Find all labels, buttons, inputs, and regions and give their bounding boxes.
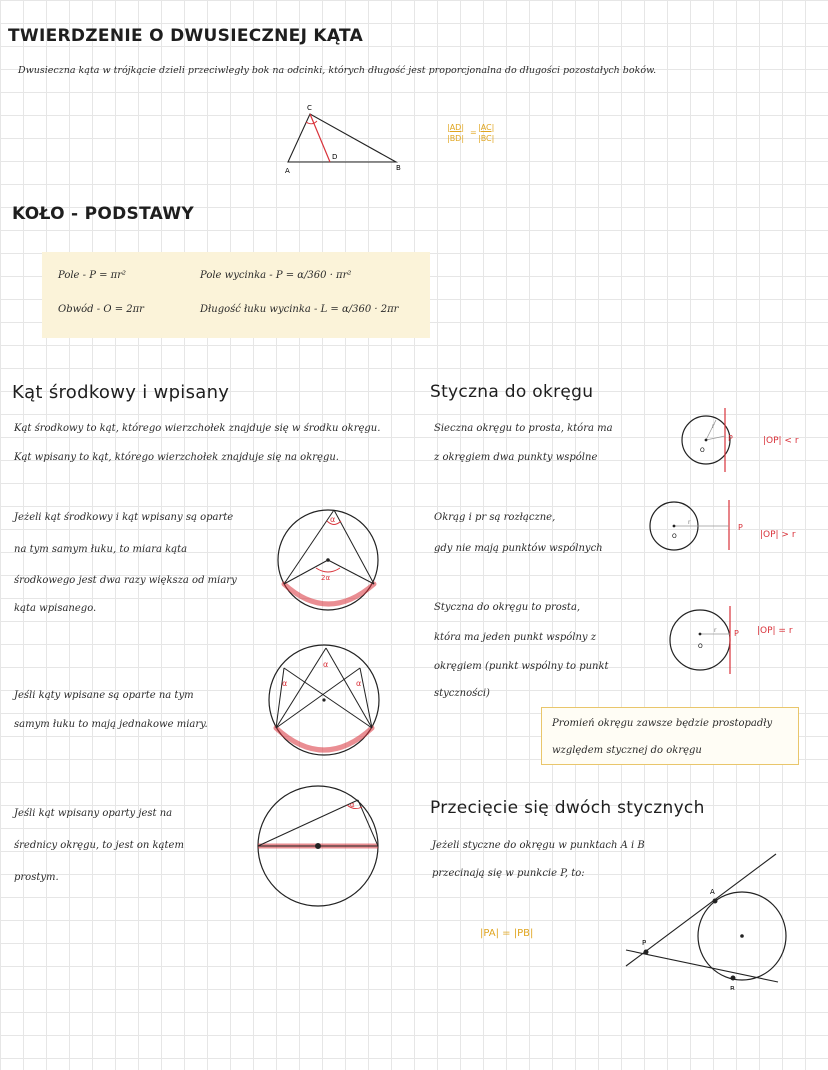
section2-title: KOŁO - PODSTAWY bbox=[12, 204, 195, 224]
section3-title: Kąt środkowy i wpisany bbox=[12, 382, 230, 403]
circle-formulas-box bbox=[42, 252, 430, 338]
central-inscribed-diagram bbox=[274, 496, 386, 630]
rule2-line1: Jeśli kąty wpisane są oparte na tym bbox=[14, 690, 194, 701]
formula-den2: |BC| bbox=[478, 134, 495, 143]
sieczna-line2: z okręgiem dwa punkty wspólne bbox=[434, 452, 598, 463]
tangent-diagram bbox=[666, 604, 746, 676]
section1-text: Dwusieczna kąta w trójkącie dzieli przeciwległy bok na odcinki, których długość jest proporcjonalna do długości pozostałych boków. bbox=[18, 65, 657, 76]
label-b: B bbox=[396, 164, 401, 172]
label-a: A bbox=[285, 167, 290, 175]
note-line1: Promień okręgu zawsze będzie prostopadły bbox=[552, 718, 773, 729]
styczna-line4: styczności) bbox=[434, 688, 490, 699]
note-line2: względem stycznej do okręgu bbox=[552, 745, 702, 756]
formula-den: |BD| bbox=[447, 134, 465, 143]
def-wpisany: Kąt wpisany to kąt, którego wierzchołek znajduje się na okręgu. bbox=[14, 452, 339, 463]
intersection-point-p: P bbox=[642, 939, 647, 947]
secant-r-label: r bbox=[712, 423, 715, 430]
styczna-line3: okręgiem (punkt wspólny to punkt bbox=[434, 661, 609, 672]
secant-p-label: P bbox=[728, 434, 733, 443]
tangent-point-b: B bbox=[730, 985, 735, 990]
rule1-line3: środkowego jest dwa razy większa od miary bbox=[14, 575, 237, 586]
two-alpha-label: 2α bbox=[321, 574, 331, 582]
styczna-line2: która ma jeden punkt wspólny z bbox=[434, 632, 596, 643]
disjoint-p-label: P bbox=[738, 523, 743, 532]
perpendicular-note-box bbox=[541, 707, 799, 765]
disjoint-diagram bbox=[648, 498, 758, 552]
formula-num2: |AC| bbox=[478, 123, 495, 132]
alpha-label-2: α bbox=[323, 660, 329, 669]
alpha-label-1: α bbox=[282, 679, 288, 688]
section1-title: TWIERDZENIE O DWUSIECZNEJ KĄTA bbox=[8, 26, 364, 46]
rule1-line4: kąta wpisanego. bbox=[14, 603, 97, 614]
section4-title: Styczna do okręgu bbox=[430, 382, 594, 402]
tangent-o-label: O bbox=[698, 643, 703, 650]
label-d: D bbox=[332, 153, 338, 161]
op-equal-label: |OP| = r bbox=[757, 626, 793, 636]
dlugosc-luku-formula: Długość łuku wycinka - L = α/360 · 2πr bbox=[200, 304, 399, 315]
rozlaczne-line1: Okrąg i pr są rozłączne, bbox=[434, 512, 556, 523]
tangent-p-label: P bbox=[734, 629, 739, 638]
disjoint-o-label: O bbox=[672, 533, 677, 540]
section5-formula: |PA| = |PB| bbox=[480, 928, 534, 939]
disjoint-r-label: r bbox=[688, 519, 691, 526]
tangent-point-a: A bbox=[710, 888, 715, 896]
alpha-label-3: α bbox=[356, 679, 362, 688]
rule3-line3: prostym. bbox=[14, 872, 59, 883]
pole-wycinka-formula: Pole wycinka - P = α/360 · πr² bbox=[200, 270, 352, 281]
rule3-line2: średnicy okręgu, to jest on kątem bbox=[14, 840, 184, 851]
rule2-line2: samym łuku to mają jednakowe miary. bbox=[14, 719, 208, 730]
section5-line2: przecinają się w punkcie P, to: bbox=[432, 868, 585, 879]
section5-line1: Jeżeli styczne do okręgu w punktach A i B bbox=[432, 840, 645, 851]
two-tangents-diagram bbox=[618, 850, 812, 990]
obwod-formula: Obwód - O = 2πr bbox=[58, 304, 144, 315]
formula-num: |AD| bbox=[447, 123, 465, 132]
section5-title: Przecięcie się dwóch stycznych bbox=[430, 798, 705, 818]
op-less-label: |OP| < r bbox=[763, 436, 799, 446]
formula-eq: = bbox=[470, 128, 477, 137]
bisector-triangle-diagram bbox=[270, 100, 410, 180]
equal-inscribed-diagram bbox=[262, 640, 386, 764]
diameter-inscribed-diagram bbox=[254, 780, 382, 908]
rule1-line2: na tym samym łuku, to miara kąta bbox=[14, 544, 188, 555]
def-srodkowy: Kąt środkowy to kąt, którego wierzchołek znajduje się w środku okręgu. bbox=[14, 423, 381, 434]
pole-formula: Pole - P = πr² bbox=[58, 270, 127, 281]
sieczna-line1: Sieczna okręgu to prosta, która ma bbox=[434, 423, 613, 434]
label-c: C bbox=[307, 104, 312, 112]
alpha-label: α bbox=[330, 515, 336, 524]
secant-diagram bbox=[680, 406, 740, 476]
rule1-line1: Jeżeli kąt środkowy i kąt wpisany są oparte bbox=[14, 512, 234, 523]
rozlaczne-line2: gdy nie mają punktów wspólnych bbox=[434, 543, 603, 554]
styczna-line1: Styczna do okręgu to prosta, bbox=[434, 602, 581, 613]
alpha-label-4: α bbox=[350, 801, 355, 809]
op-greater-label: |OP| > r bbox=[760, 530, 796, 540]
secant-o-label: O bbox=[700, 447, 705, 454]
rule3-line1: Jeśli kąt wpisany oparty jest na bbox=[14, 808, 173, 819]
tangent-r-label: r bbox=[714, 627, 717, 634]
